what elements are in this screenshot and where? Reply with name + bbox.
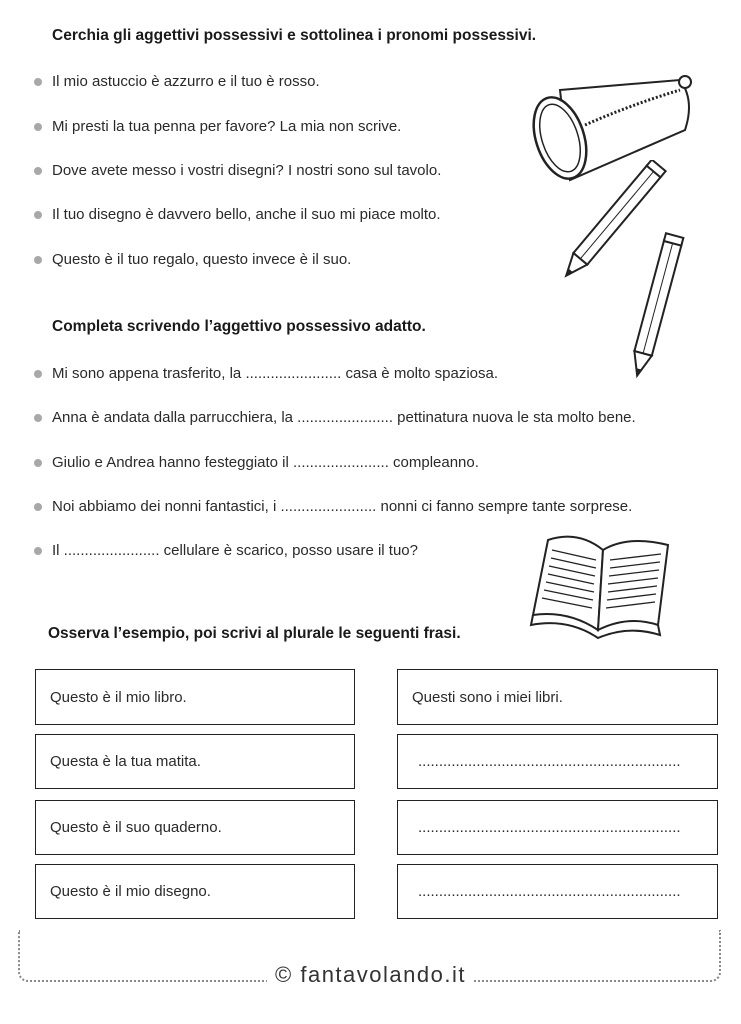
example-box-left: Questo è il mio libro.: [35, 669, 355, 725]
pencil-icon: [615, 232, 695, 387]
list-item: Giulio e Andrea hanno festeggiato il ....................... compleanno.: [34, 454, 479, 471]
footer: [0, 962, 741, 988]
bullet: [34, 414, 42, 422]
answer-box-right[interactable]: ...............................................................: [397, 734, 718, 789]
list-item: Anna è andata dalla parrucchiera, la ....................... pettinatura nuova le sta molto bene.: [34, 409, 636, 426]
bullet: [34, 123, 42, 131]
list-item: Il mio astuccio è azzurro e il tuo è rosso.: [34, 73, 320, 90]
list-item: Mi presti la tua penna per favore? La mia non scrive.: [34, 118, 401, 135]
section3-heading: Osserva l’esempio, poi scrivi al plurale le seguenti frasi.: [48, 625, 461, 642]
sentence-box-left: Questo è il suo quaderno.: [35, 800, 355, 855]
section1-heading: Cerchia gli aggettivi possessivi e sottolinea i pronomi possessivi.: [52, 27, 537, 44]
list-item: Noi abbiamo dei nonni fantastici, i ....................... nonni ci fanno sempre tante sorprese.: [34, 498, 632, 515]
section2-heading: Completa scrivendo l’aggettivo possessivo adatto.: [52, 318, 426, 335]
bullet: [34, 459, 42, 467]
bullet: [34, 211, 42, 219]
bullet: [34, 547, 42, 555]
answer-box-right[interactable]: ...............................................................: [397, 800, 718, 855]
answer-box-right[interactable]: ...............................................................: [397, 864, 718, 919]
list-item: Il tuo disegno è davvero bello, anche il suo mi piace molto.: [34, 206, 441, 223]
open-book-icon: [528, 530, 678, 645]
list-item: Questo è il tuo regalo, questo invece è il suo.: [34, 251, 351, 268]
list-item: Il ....................... cellulare è scarico, posso usare il tuo?: [34, 542, 418, 559]
bullet: [34, 78, 42, 86]
bullet: [34, 370, 42, 378]
sentence-box-left: Questo è il mio disegno.: [35, 864, 355, 919]
sentence-box-left: Questa è la tua matita.: [35, 734, 355, 789]
bullet: [34, 256, 42, 264]
list-item: Mi sono appena trasferito, la ....................... casa è molto spaziosa.: [34, 365, 498, 382]
list-item: Dove avete messo i vostri disegni? I nostri sono sul tavolo.: [34, 162, 441, 179]
bullet: [34, 167, 42, 175]
example-box-right: Questi sono i miei libri.: [397, 669, 718, 725]
footer-text: © fantavolando.it: [267, 962, 474, 987]
bullet: [34, 503, 42, 511]
